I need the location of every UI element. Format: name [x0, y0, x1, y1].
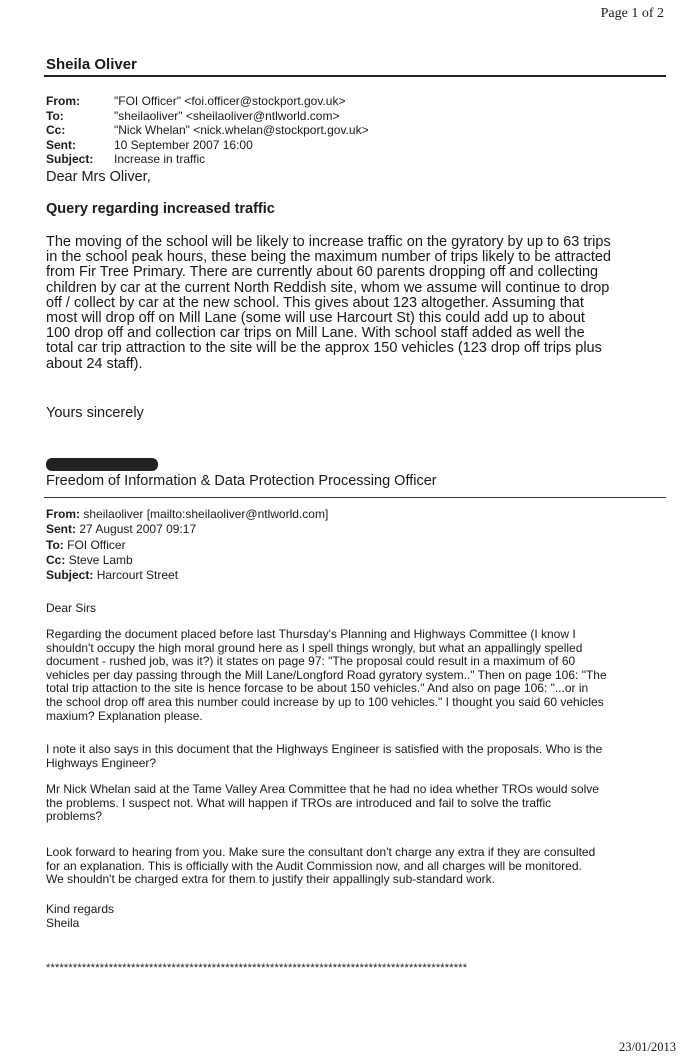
email2-header-cc: [46, 553, 328, 568]
email2-headers: [46, 507, 328, 583]
body-line: children by car at the current North Reddish site, whom we assume will continue to drop: [46, 279, 610, 296]
header-value: Steve Lamb: [68, 552, 133, 567]
body-line: document - rushed job, was it?) it states on page 97: "The proposal could result in a maximum of 60: [46, 654, 576, 669]
body-line: total trip attaction to the site is hence forcase to be about 150 vehicles." And also on page 106: "...or in: [46, 681, 589, 696]
email2-header-subject: [46, 568, 328, 583]
header-label: To:: [46, 108, 64, 123]
email1-headers: [46, 94, 369, 167]
email2-header-from: [46, 507, 328, 522]
header-label: Subject:: [46, 568, 94, 583]
body-line: the school drop off area this number could increase by up to 100 vehicles." I thought you said 60 vehicles: [46, 694, 604, 709]
email1-header-sent: [46, 138, 369, 153]
body-line: shouldn't occupy the high moral ground here as I spell things wrongly, but what an appallingly spelled: [46, 640, 583, 655]
header-value: FOI Officer: [67, 537, 126, 552]
closing-text: Kind regards: [46, 902, 115, 916]
redacted-signature: [46, 458, 158, 471]
header-label: Sent:: [46, 137, 76, 152]
email1-signoff: Yours sincerely: [46, 405, 144, 421]
body-line: 100 drop off and collection car trips on Mill Lane. With school staff added as well the: [46, 325, 585, 342]
header-value: 10 September 2007 16:00: [114, 137, 253, 152]
body-line: The moving of the school will be likely to increase traffic on the gyratory by up to 63 trips: [46, 234, 611, 250]
header-value: "Nick Whelan" <nick.whelan@stockport.gov.uk>: [114, 123, 369, 137]
email2-paragraph-1: [46, 628, 607, 723]
email1-body: [46, 235, 662, 372]
header-label: From:: [46, 94, 80, 108]
body-line: about 24 staff).: [46, 355, 143, 372]
body-line: the problems. I suspect not. What will happen if TROs are introduced and fail to solve the traffic: [46, 795, 552, 810]
email1-title: Query regarding increased traffic: [46, 201, 275, 217]
header-label: Cc:: [46, 123, 66, 137]
email2-header-sent: [46, 522, 328, 537]
email2-greeting: Dear Sirs: [46, 601, 97, 615]
header-value: "sheilaoliver" <sheilaoliver@ntlworld.com>: [114, 108, 340, 123]
header-value: "FOI Officer" <foi.officer@stockport.gov.uk>: [114, 94, 346, 108]
email2-paragraph-2: [46, 743, 602, 770]
body-line: off / collect by car at the new school. This gives about 123 altogether. Assuming that: [46, 294, 584, 311]
body-line: for an explanation. This is officially with the Audit Commission now, and all charges will be monitored.: [46, 858, 582, 873]
body-line: Highways Engineer?: [46, 755, 157, 770]
body-line: total car trip attraction to the site will be the approx 150 vehicles (123 drop off trips plus: [46, 340, 602, 357]
header-value: 27 August 2007 09:17: [79, 522, 197, 537]
separator-rule: [44, 497, 666, 498]
body-line: Regarding the document placed before last Thursday's Planning and Highways Committee (I know I: [46, 627, 576, 641]
signature-title: Freedom of Information & Data Protection Processing Officer: [46, 473, 437, 489]
email2-closing: [46, 903, 114, 930]
email1-header-from: [46, 94, 369, 109]
body-line: Look forward to hearing from you. Make sure the consultant don't charge any extra if they are consulted: [46, 845, 596, 859]
footer-date: 23/01/2013: [619, 1040, 676, 1054]
body-line: in the school peak hours, these being the maximum number of trips likely to be attracted: [46, 249, 611, 266]
header-rule: [44, 75, 666, 77]
email2-paragraph-3: [46, 783, 599, 824]
email2-header-to: [46, 538, 328, 553]
body-line: most will drop off on Mill Lane (some will use Harcourt St) this could add up to about: [46, 310, 585, 327]
header-label: To:: [46, 537, 64, 552]
body-line: I note it also says in this document that the Highways Engineer is satisfied with the proposals. Who is the: [46, 742, 603, 756]
header-label: Cc:: [46, 552, 66, 567]
header-label: From:: [46, 507, 80, 521]
header-value: Increase in traffic: [114, 152, 206, 166]
header-value: Harcourt Street: [96, 568, 179, 583]
body-line: vehicles per day passing through the Mill Lane/Longford Road gyratory system.." Then on page 106: "The: [46, 667, 607, 682]
email1-header-subject: [46, 152, 369, 167]
email1-greeting: Dear Mrs Oliver,: [46, 169, 151, 185]
email1-header-to: [46, 109, 369, 124]
header-label: Sent:: [46, 522, 76, 537]
body-line: Mr Nick Whelan said at the Tame Valley Area Committee that he had no idea whether TROs would solve: [46, 782, 599, 796]
body-line: maxium? Explanation please.: [46, 708, 203, 723]
asterisk-divider: **********************************************************************************************: [46, 962, 468, 974]
body-line: from Fir Tree Primary. There are currently about 60 parents dropping off and collecting: [46, 264, 599, 281]
body-line: We shouldn't be charged extra for them to justify their appallingly sub-standard work.: [46, 872, 495, 887]
email1-header-cc: [46, 123, 369, 138]
header-value: sheilaoliver [mailto:sheilaoliver@ntlworld.com]: [83, 507, 329, 521]
sender-name: Sheila Oliver: [46, 56, 137, 73]
closing-name: Sheila: [46, 915, 80, 930]
header-label: Subject:: [46, 152, 94, 166]
page-number: Page 1 of 2: [600, 6, 664, 21]
body-line: problems?: [46, 809, 103, 824]
email2-paragraph-4: [46, 846, 595, 887]
